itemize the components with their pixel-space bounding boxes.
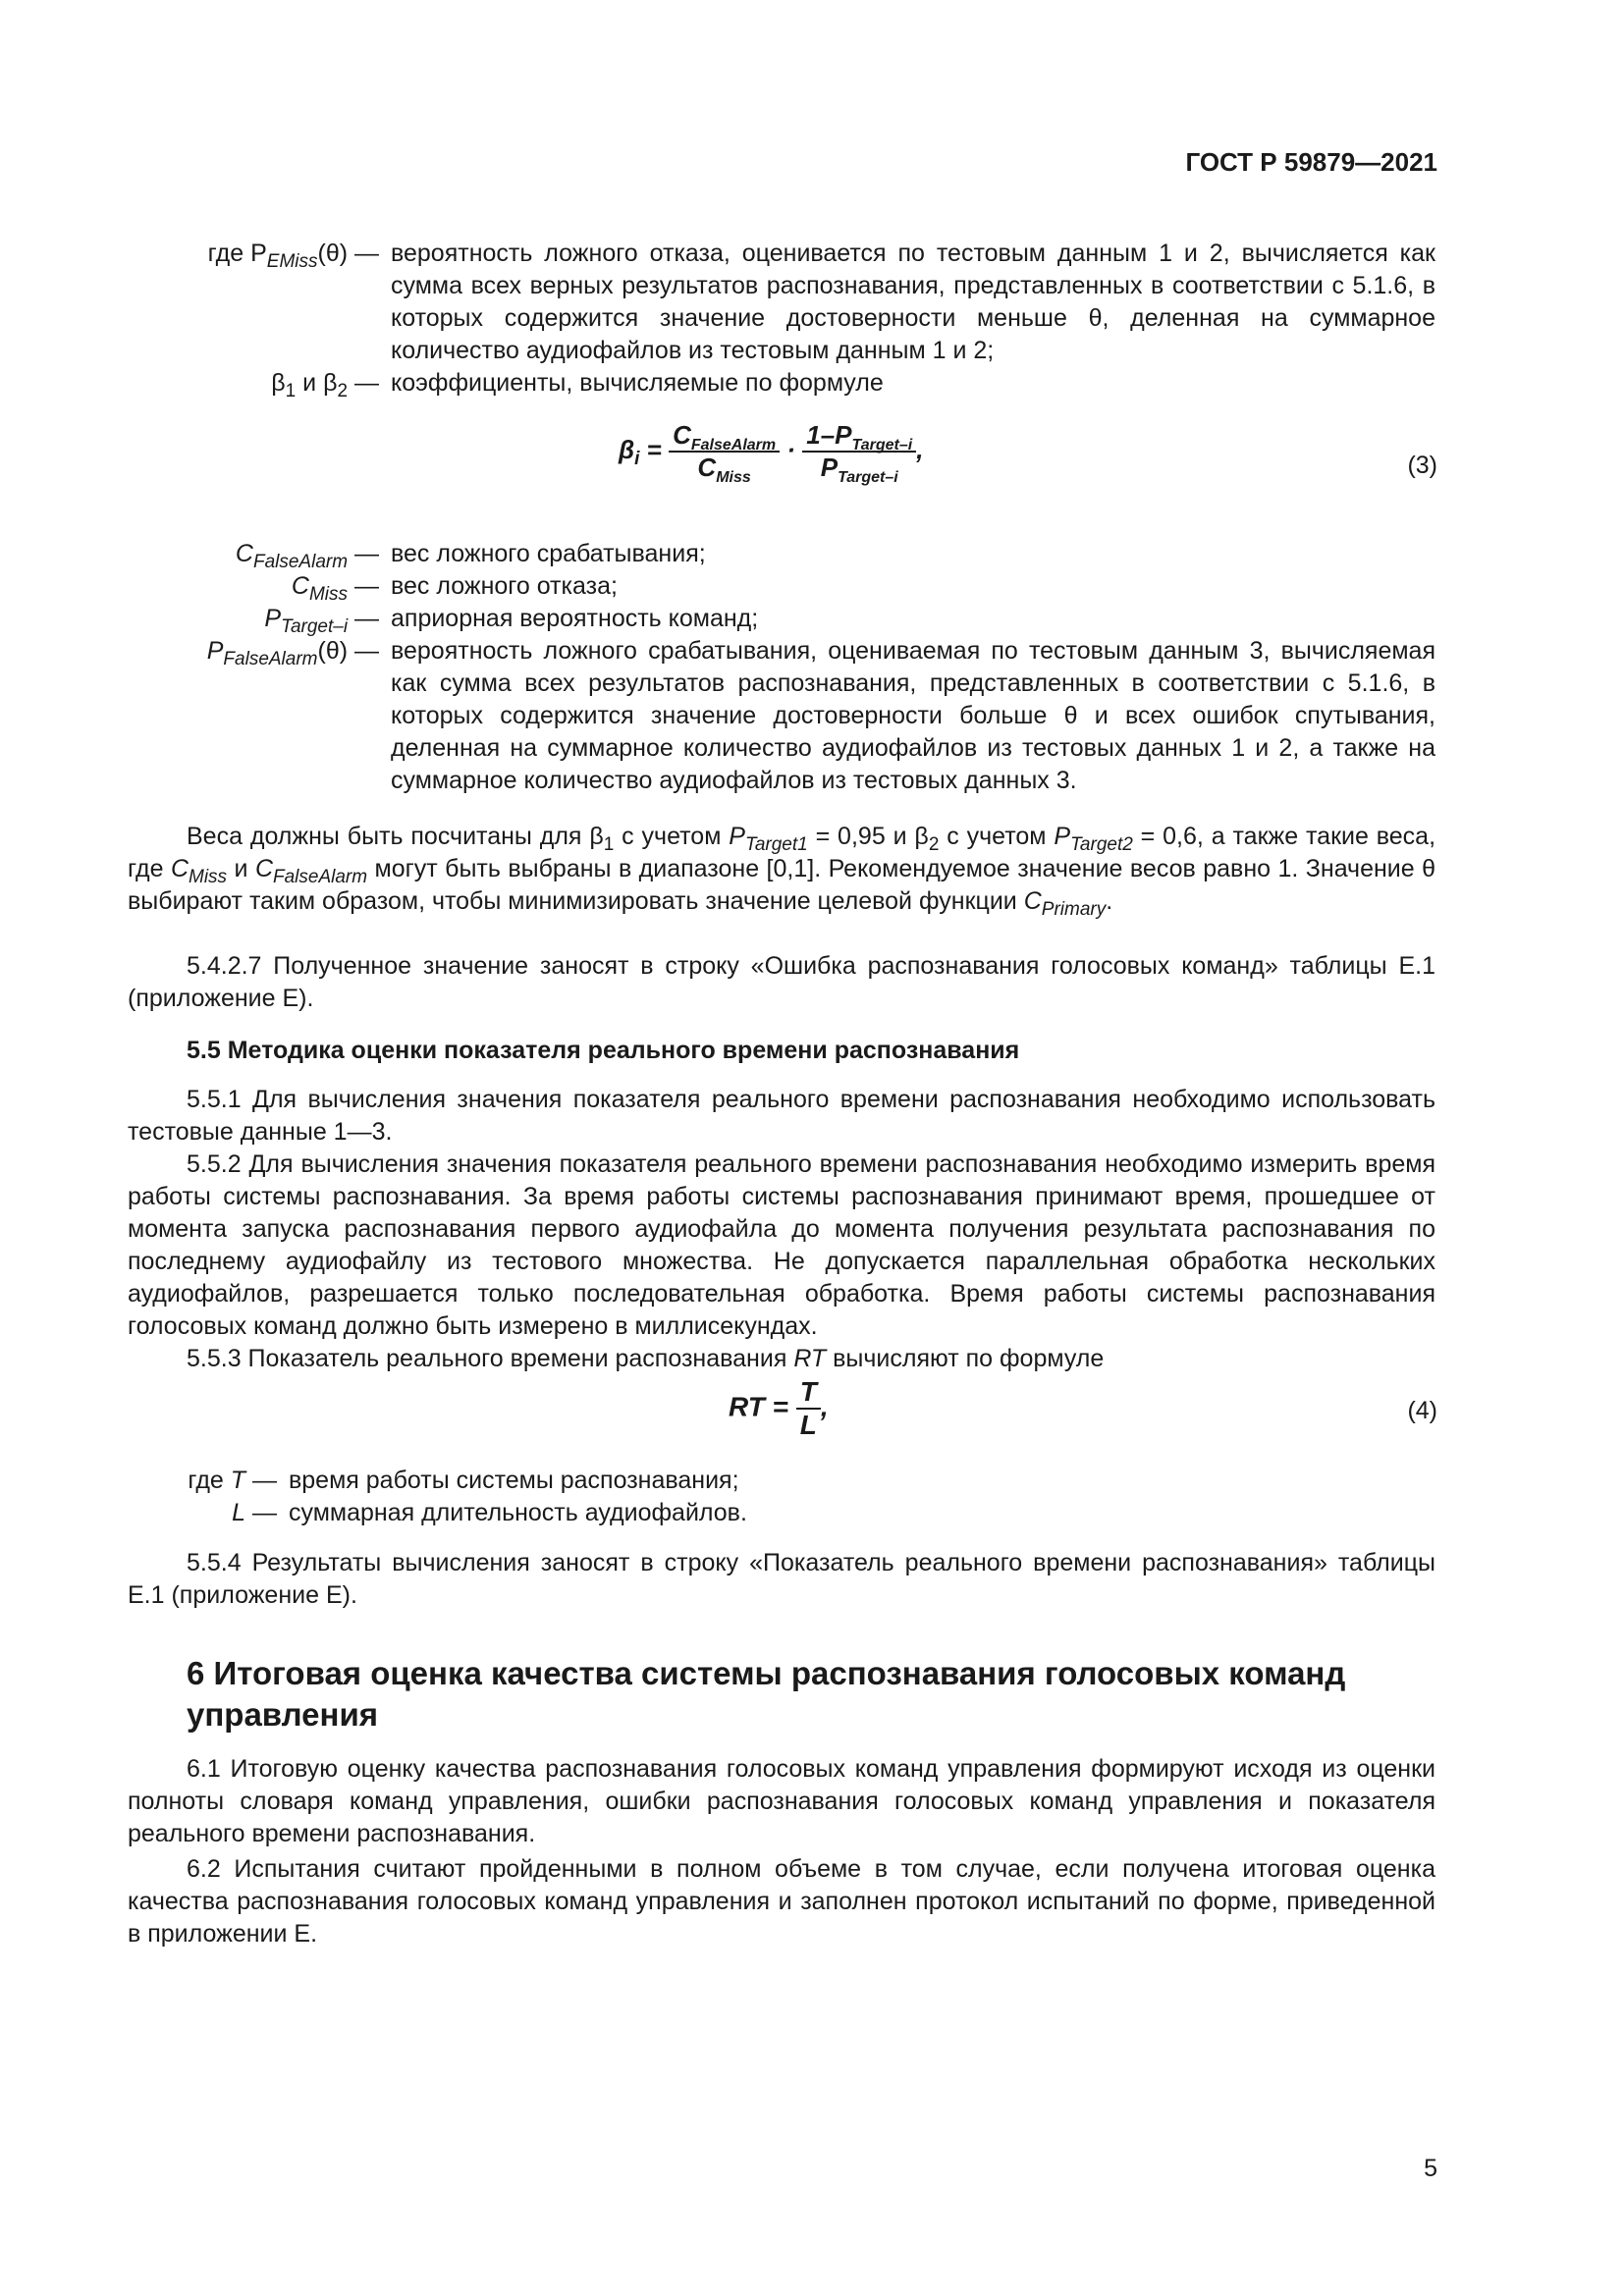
paragraph-5-5-1: 5.5.1 Для вычисления значения показателя реального времени распознавания необходимо использовать тестовые данные 1—3. (128, 1086, 1435, 1146)
fraction-prior: $\frac{1-P_{Target-i}}{P_{Target-i}}$ (802, 420, 916, 483)
weights-paragraph: Веса должны быть посчитаны для $\beta_1$ с учетом $P_{Target1} = 0,95$ и $\beta_2$ с учетом $P_{Target2} = 0,6$, а также такие веса, где $C_{Miss}$ и $C_{FalseAlarm}$ могут быть выбраны в диапазоне [0,1]. Рекомендуемое значение весов равно 1. Значение θ выбирают таким образом, чтобы минимизировать значение целевой функции $C_{Primary}$. (128, 823, 1436, 920)
definition-p-emiss (128, 238, 1435, 367)
definition-term: $P_{Target-i}$ — (264, 605, 379, 637)
paragraph-6-1: 6.1 Итоговую оценку качества распознавания голосовых команд управления формируют исходя из оценки полноты словаря команд управления, ошибки распознавания голосовых команд управления и показателя реального времени распознавания. (128, 1755, 1435, 1847)
definition-term: L — (232, 1499, 277, 1526)
definition-c-miss (128, 570, 1435, 603)
definition-text: вес ложного отказа; (391, 572, 618, 600)
paragraph-5-5-3: 5.5.3 Показатель реального времени распознавания RT вычисляют по формуле (187, 1345, 1105, 1372)
definition-term: $\beta_1$ и $\beta_2$ — (271, 369, 379, 401)
definitions-top (128, 238, 1435, 400)
section-heading-6: 6 Итоговая оценка качества системы распознавания голосовых команд управления (187, 1655, 1346, 1733)
paragraph-5-5-2: 5.5.2 Для вычисления значения показателя реального времени распознавания необходимо измерить время работы системы распознавания. За время работы системы распознавания принимают время, прошедшее от момента запуска распознавания первого аудиофайла до момента получения результата распознавания по последнему аудиофайлу из тестового множества. Не допускается параллельная обработка нескольких аудиофайлов, разрешается только последовательная обработка. Время работы системы распознавания голосовых команд должно быть измерено в миллисекундах. (128, 1150, 1435, 1340)
definitions-mid (128, 538, 1435, 797)
standard-designation: ГОСТ Р 59879—2021 (1185, 147, 1437, 177)
definition-term: где T — (188, 1467, 277, 1494)
definition-text: вероятность ложного отказа, оценивается по тестовым данным 1 и 2, вычисляется как сумма всех верных результатов распознавания, представленных в соответствии с 5.1.6, в которых содержится значение достоверности меньше θ, деленная на суммарное количество аудиофайлов из тестовым данным 1 и 2; (391, 240, 1435, 364)
definition-beta (128, 367, 1435, 400)
equation-number-3: (3) (1407, 452, 1437, 479)
definition-p-falsealarm (128, 635, 1435, 797)
section-heading-5-5: 5.5 Методика оценки показателя реального времени распознавания (187, 1037, 1020, 1064)
definition-text: априорная вероятность команд; (391, 605, 759, 632)
definition-text: время работы системы распознавания; (289, 1467, 739, 1494)
fraction-rt: $\frac{T}{L}$ (796, 1376, 821, 1441)
definition-term: $P_{FalseAlarm}(\theta)$ — (206, 637, 379, 669)
definition-t (137, 1465, 1435, 1497)
definition-text: коэффициенты, вычисляемые по формуле (391, 369, 884, 397)
paragraph-5-4-2-7: 5.4.2.7 Полученное значение заносят в строку «Ошибка распознавания голосовых команд» таблицы Е.1 (приложение Е). (128, 952, 1435, 1012)
page-number: 5 (1424, 2155, 1437, 2182)
definition-c-falsealarm (128, 538, 1435, 570)
equation-number-4: (4) (1407, 1397, 1437, 1424)
definition-l (137, 1497, 1435, 1529)
definition-term: $C_{FalseAlarm}$ — (235, 540, 379, 572)
paragraph-6-2: 6.2 Испытания считают пройденными в полном объеме в том случае, если получена итоговая оценка качества распознавания голосовых команд управления и заполнен протокол испытаний по форме, приведенной в приложении Е. (128, 1855, 1435, 1948)
formula-4: RT = $\frac{T}{L}$ , (729, 1376, 829, 1440)
definition-term: $C_{Miss}$ — (291, 572, 379, 605)
definition-term: где $P_{EMiss}(\theta)$ — (207, 240, 379, 272)
definitions-bottom (137, 1465, 1435, 1529)
definition-text: вес ложного срабатывания; (391, 540, 706, 567)
definition-p-target (128, 603, 1435, 635)
definition-text: вероятность ложного срабатывания, оцениваемая по тестовым данным 3, вычисляемая как сумма всех результатов распознавания, представленных в соответствии с 5.1.6, в которых содержится значение достоверности больше θ и всех ошибок спутывания, деленная на суммарное количество аудиофайлов из тестовых данных 1 и 2, а также на суммарное количество аудиофайлов из тестовых данных 3. (391, 637, 1435, 794)
formula-3: $\beta_i$ = $\frac{C_{FalseAlarm}}{C_{Miss}}$ · $\frac{1-P_{Target-i}}{P_{Target-i}}$ , (619, 420, 924, 486)
paragraph-5-5-4: 5.5.4 Результаты вычисления заносят в строку «Показатель реального времени распознавания» таблицы Е.1 (приложение Е). (128, 1549, 1435, 1609)
definition-text: суммарная длительность аудиофайлов. (289, 1499, 747, 1526)
fraction-cost: $\frac{C_{FalseAlarm}}{C_{Miss}}$ (669, 420, 780, 483)
